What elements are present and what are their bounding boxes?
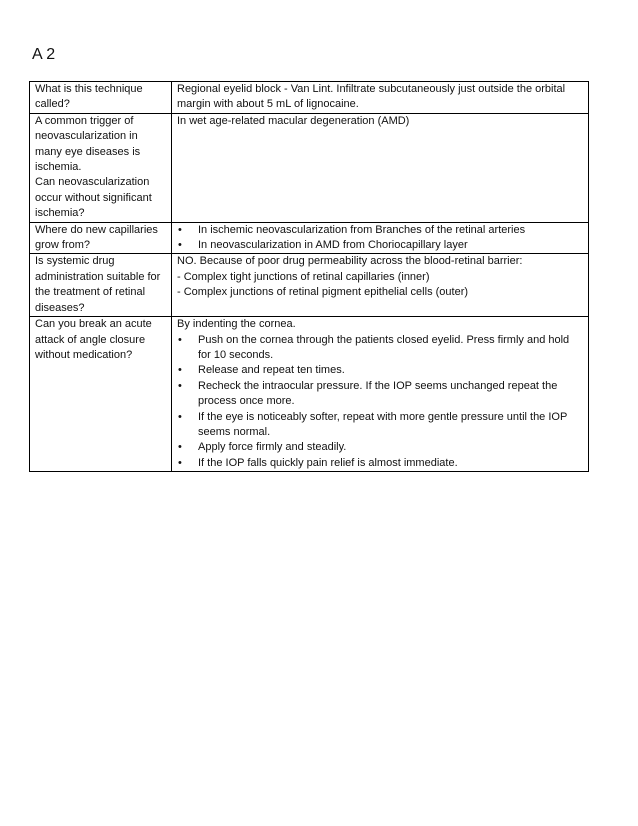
answer-cell — [172, 82, 589, 114]
bullet-icon: • — [178, 333, 182, 346]
bullet-text: Apply force firmly and steadily. — [198, 441, 347, 454]
answer-text: - Complex tight junctions of retinal capillaries (inner) — [177, 270, 430, 283]
list-item — [177, 410, 584, 441]
answer-bullet-list — [177, 223, 584, 254]
table-row — [30, 254, 589, 317]
bullet-text: Release and repeat ten times. — [198, 364, 345, 377]
bullet-text: If the IOP falls quickly pain relief is almost immediate. — [198, 456, 458, 469]
answer-text: In wet age-related macular degeneration (AMD) — [177, 114, 410, 127]
question-text: Is systemic drug administration suitable for the treatment of retinal diseases? — [35, 255, 161, 314]
bullet-text: If the eye is noticeably softer, repeat with more gentle pressure until the IOP seems normal. — [198, 410, 568, 438]
bullet-icon: • — [178, 364, 182, 377]
answer-text: By indenting the cornea. — [177, 318, 296, 331]
answer-bullet-list — [177, 333, 584, 472]
bullet-text: Push on the cornea through the patients closed eyelid. Press firmly and hold for 10 seconds. — [198, 333, 570, 361]
list-item — [177, 223, 584, 238]
table-row — [30, 222, 589, 254]
table-row — [30, 82, 589, 114]
list-item — [177, 333, 584, 364]
question-text-extra: Can neovascularization occur without significant ischemia? — [35, 176, 152, 220]
answer-text: NO. Because of poor drug permeability across the blood-retinal barrier: — [177, 255, 523, 268]
bullet-icon: • — [178, 441, 182, 454]
question-cell — [30, 82, 172, 114]
question-text: Where do new capillaries grow from? — [35, 223, 158, 252]
list-item — [177, 238, 584, 253]
bullet-icon: • — [178, 410, 182, 423]
answer-text: - Complex junctions of retinal pigment epithelial cells (outer) — [177, 286, 469, 299]
table-row — [30, 317, 589, 472]
answer-text: Regional eyelid block - Van Lint. Infiltrate subcutaneously just outside the orbital margin with about 5 mL of lignocaine. — [177, 83, 566, 111]
list-item — [177, 440, 584, 455]
list-item — [177, 363, 584, 378]
bullet-icon: • — [178, 456, 182, 469]
question-cell — [30, 254, 172, 317]
question-text: A common trigger of neovascularization in many eye diseases is ischemia. — [35, 114, 141, 174]
question-text: Can you break an acute attack of angle closure without medication? — [35, 318, 152, 361]
bullet-text: Recheck the intraocular pressure. If the IOP seems unchanged repeat the process once more. — [198, 379, 558, 408]
bullet-icon: • — [178, 223, 182, 236]
page-heading: A 2 — [32, 46, 56, 63]
list-item — [177, 456, 584, 471]
bullet-icon: • — [178, 379, 182, 392]
bullet-text: In ischemic neovascularization from Branches of the retinal arteries — [198, 223, 526, 236]
answer-cell — [172, 254, 589, 317]
qa-table — [29, 81, 589, 472]
list-item — [177, 379, 584, 410]
answer-cell — [172, 113, 589, 222]
answer-cell — [172, 222, 589, 254]
bullet-text: In neovascularization in AMD from Choriocapillary layer — [198, 239, 468, 252]
answer-cell — [172, 317, 589, 472]
question-cell — [30, 222, 172, 254]
question-text: What is this technique called? — [35, 83, 143, 111]
question-cell — [30, 113, 172, 222]
question-cell — [30, 317, 172, 472]
bullet-icon: • — [178, 239, 182, 252]
table-row — [30, 113, 589, 222]
